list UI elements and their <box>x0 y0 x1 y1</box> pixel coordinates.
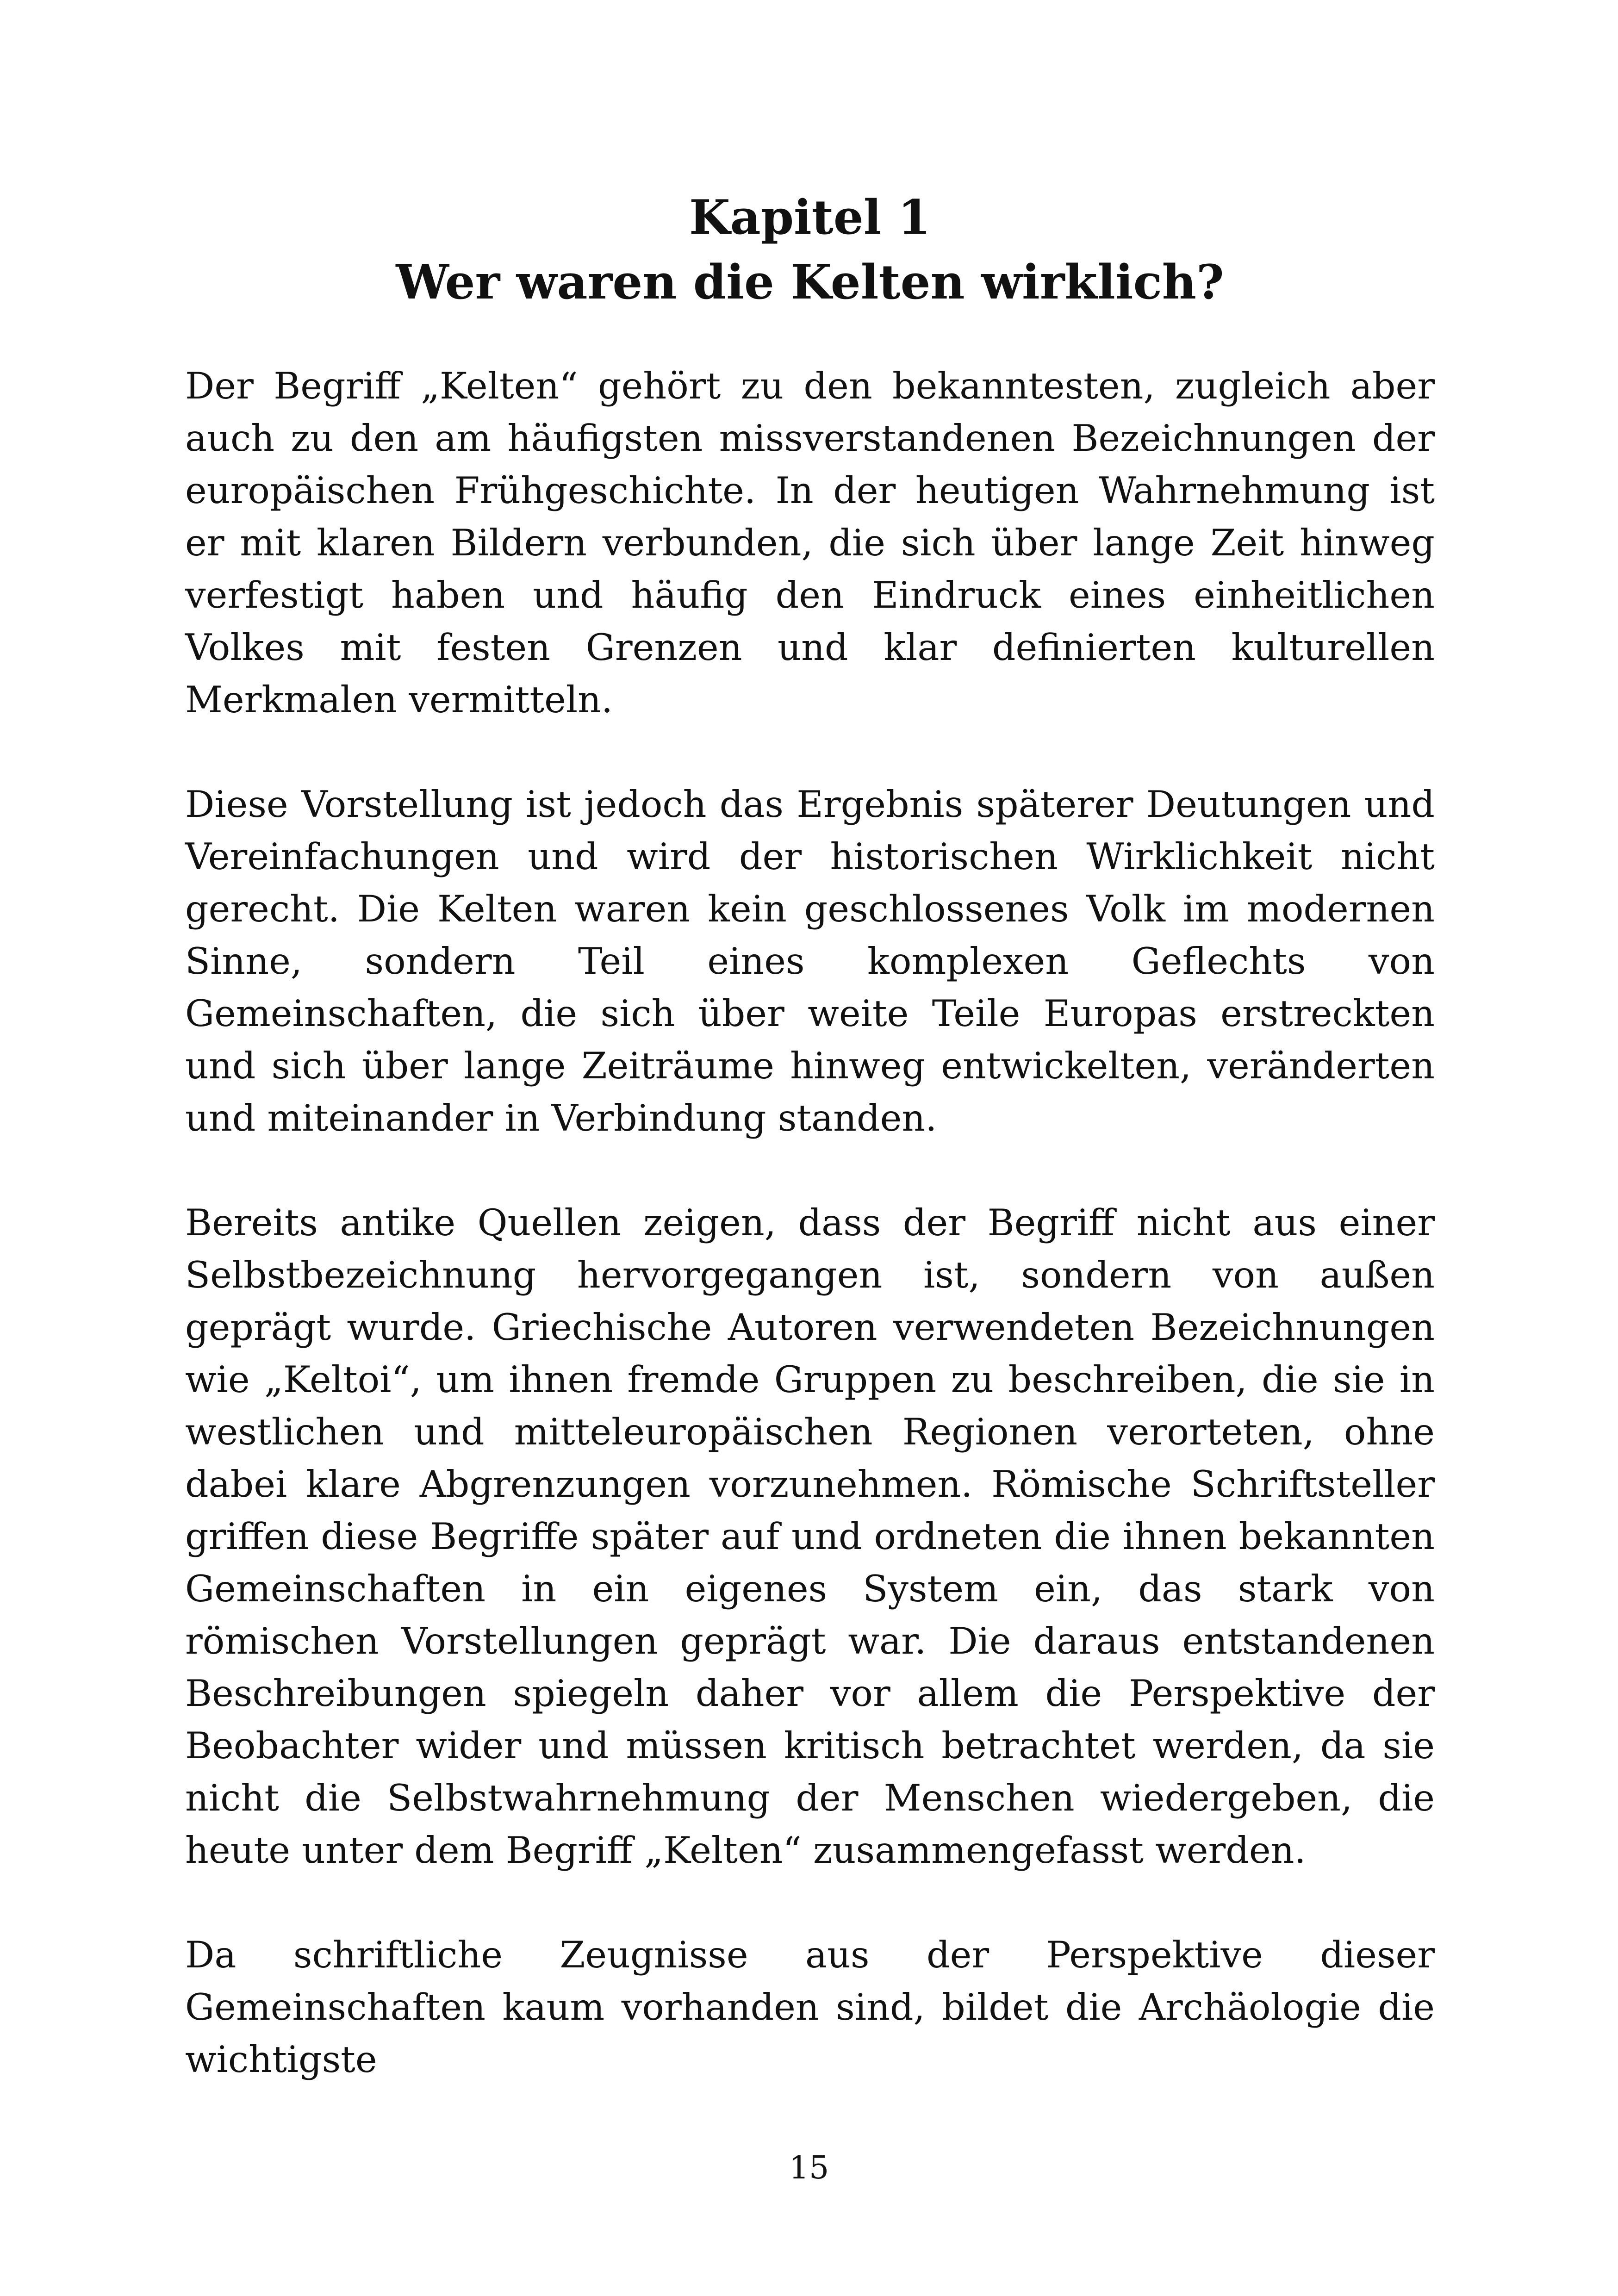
paragraph-4: Da schriftliche Zeugnisse aus der Perspektive dieser Gemeinschaften kaum vorhanden sind, bildet die Archäologie die wichtigste <box>185 1934 1435 2081</box>
body-text <box>185 360 1435 2138</box>
paragraph-2: Diese Vorstellung ist jedoch das Ergebnis späterer Deutungen und Vereinfachungen und wird der historischen Wirklichkeit nicht gerecht. Die Kelten waren kein geschlossenes Volk im modernen Sinne, sondern Teil eines komplexen Geflechts von Gemeinschaften, die sich über weite Teile Europas erstreckten und sich über lange Zeiträume hinweg entwickelten, veränderten und miteinander in Verbindung standen. <box>185 783 1435 1139</box>
chapter-title: Wer waren die Kelten wirklich? <box>396 255 1224 310</box>
chapter-heading <box>185 185 1435 315</box>
page-number: 15 <box>789 2150 829 2186</box>
paragraph-1: Der Begriff „Kelten“ gehört zu den bekanntesten, zugleich aber auch zu den am häufigsten missverstandenen Bezeichnungen der europäischen Frühgeschichte. In der heutigen Wahrnehmung ist er mit klaren Bildern verbunden, die sich über lange Zeit hinweg verfestigt haben und häufig den Eindruck eines einheitlichen Volkes mit festen Grenzen und klar definierten kulturellen Merkmalen vermitteln. <box>185 365 1435 721</box>
paragraph-3: Bereits antike Quellen zeigen, dass der Begriff nicht aus einer Selbstbezeichnung hervorgegangen ist, sondern von außen geprägt wurde. Griechische Autoren verwendeten Bezeichnungen wie „Keltoi“, um ihnen fremde Gruppen zu beschreiben, die sie in westlichen und mitteleuropäischen Regionen verorteten, ohne dabei klare Abgrenzungen vorzunehmen. Römische Schriftsteller griffen diese Begriffe später auf und ordneten die ihnen bekannten Gemeinschaften in ein eigenes System ein, das stark von römischen Vorstellungen geprägt war. Die daraus entstandenen Beschreibungen spiegeln daher vor allem die Perspektive der Beobachter wider und müssen kritisch betrachtet werden, da sie nicht die Selbstwahrnehmung der Menschen wiedergeben, die heute unter dem Begriff „Kelten“ zusammengefasst werden. <box>185 1201 1435 1872</box>
chapter-label: Kapitel 1 <box>689 190 931 245</box>
